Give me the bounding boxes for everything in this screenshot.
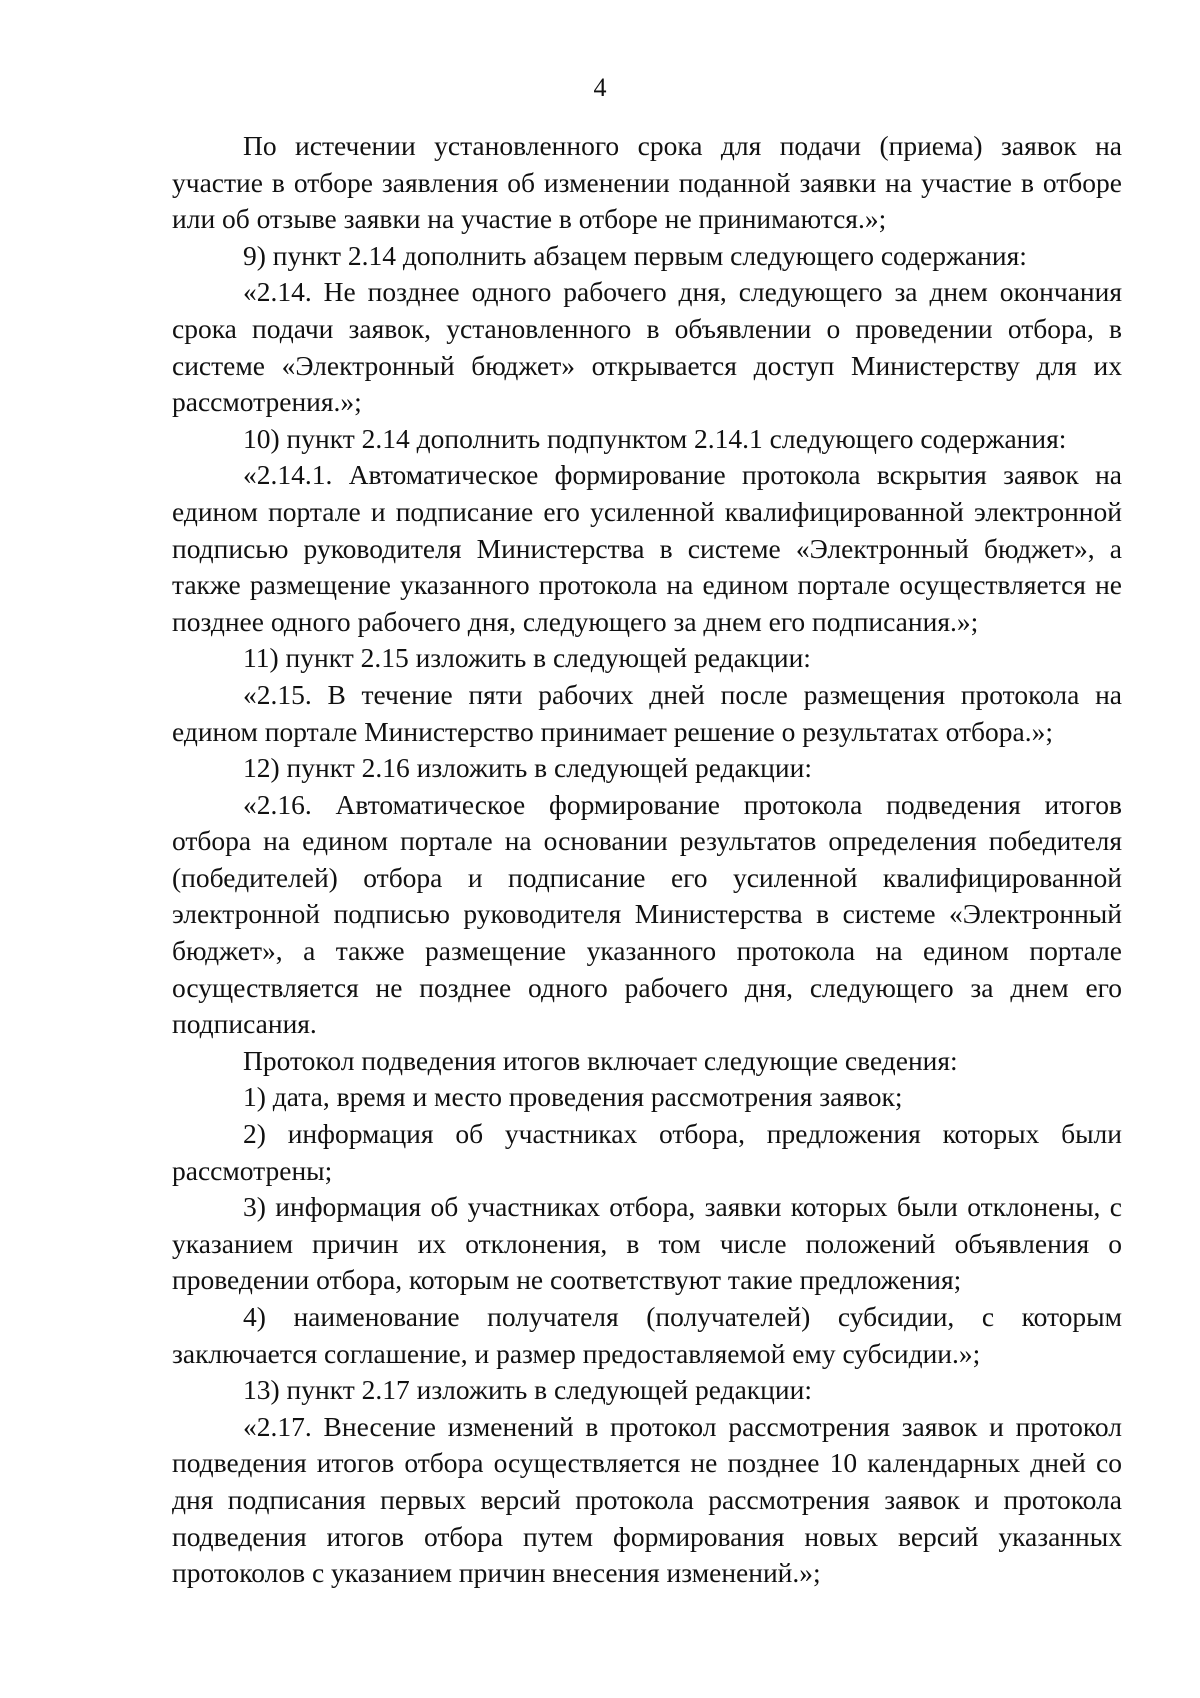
page-number: 4 <box>593 73 607 102</box>
list-item-considered-participants: 2) информация об участниках отбора, предложения которых были рассмотрены; <box>172 1118 1122 1186</box>
list-item-date-time-place: 1) дата, время и место проведения рассмотрения заявок; <box>243 1081 903 1113</box>
paragraph-item-13: 13) пункт 2.17 изложить в следующей редакции: <box>243 1374 812 1406</box>
paragraph-clause-2-15: «2.15. В течение пяти рабочих дней после размещения протокола на едином портале Министерство принимает решение о результатах отбора.»; <box>172 678 1122 747</box>
list-item-rejected-participants: 3) информация об участниках отбора, заявки которых были отклонены, с указанием причин их отклонения, в том числе положений объявления о проведении отбора, которым не соответствуют такие предложения; <box>172 1191 1122 1296</box>
document-body <box>172 128 1122 1592</box>
paragraph-protocol-contents-intro: Протокол подведения итогов включает следующие сведения: <box>243 1044 958 1076</box>
paragraph-item-9: 9) пункт 2.14 дополнить абзацем первым следующего содержания: <box>243 239 1027 271</box>
paragraph-clause-2-17: «2.17. Внесение изменений в протокол рассмотрения заявок и протокол подведения итогов отбора осуществляется не позднее 10 календарных дней со дня подписания первых версий протокола рассмотрения заявок и протокола подведения итогов отбора путем формирования новых версий указанных протоколов с указанием причин внесения изменений.»; <box>172 1410 1122 1589</box>
paragraph-item-10: 10) пункт 2.14 дополнить подпунктом 2.14.1 следующего содержания: <box>243 422 1067 454</box>
paragraph-clause-2-14: «2.14. Не позднее одного рабочего дня, следующего за днем окончания срока подачи заявок, установленного в объявлении о проведении отбора, в системе «Электронный бюджет» открывается доступ Министерству для их рассмотрения.»; <box>172 276 1122 418</box>
paragraph-item-12: 12) пункт 2.16 изложить в следующей редакции: <box>243 752 812 784</box>
paragraph-clause-2-14-1: «2.14.1. Автоматическое формирование протокола вскрытия заявок на едином портале и подписание его усиленной квалифицированной электронной подписью руководителя Министерства в системе «Электронный бюджет», а также размещение указанного протокола на едином портале осуществляется не позднее одного рабочего дня, следующего за днем его подписания.»; <box>172 459 1122 637</box>
paragraph-item-11: 11) пункт 2.15 изложить в следующей редакции: <box>243 642 811 674</box>
paragraph-closing-submission-rule: По истечении установленного срока для подачи (приема) заявок на участие в отборе заявления об изменении поданной заявки на участие в отборе или об отзыве заявки на участие в отборе не принимаются.»; <box>172 130 1122 235</box>
paragraph-clause-2-16: «2.16. Автоматическое формирование протокола подведения итогов отбора на едином портале на основании результатов определения победителя (победителей) отбора и подписание его усиленной квалифицированной электронной подписью руководителя Министерства в системе «Электронный бюджет», а также размещение указанного протокола на едином портале осуществляется не позднее одного рабочего дня, следующего за днем его подписания. <box>172 788 1122 1040</box>
list-item-subsidy-recipient: 4) наименование получателя (получателей) субсидии, с которым заключается соглашение, и размер предоставляемой ему субсидии.»; <box>172 1301 1122 1369</box>
